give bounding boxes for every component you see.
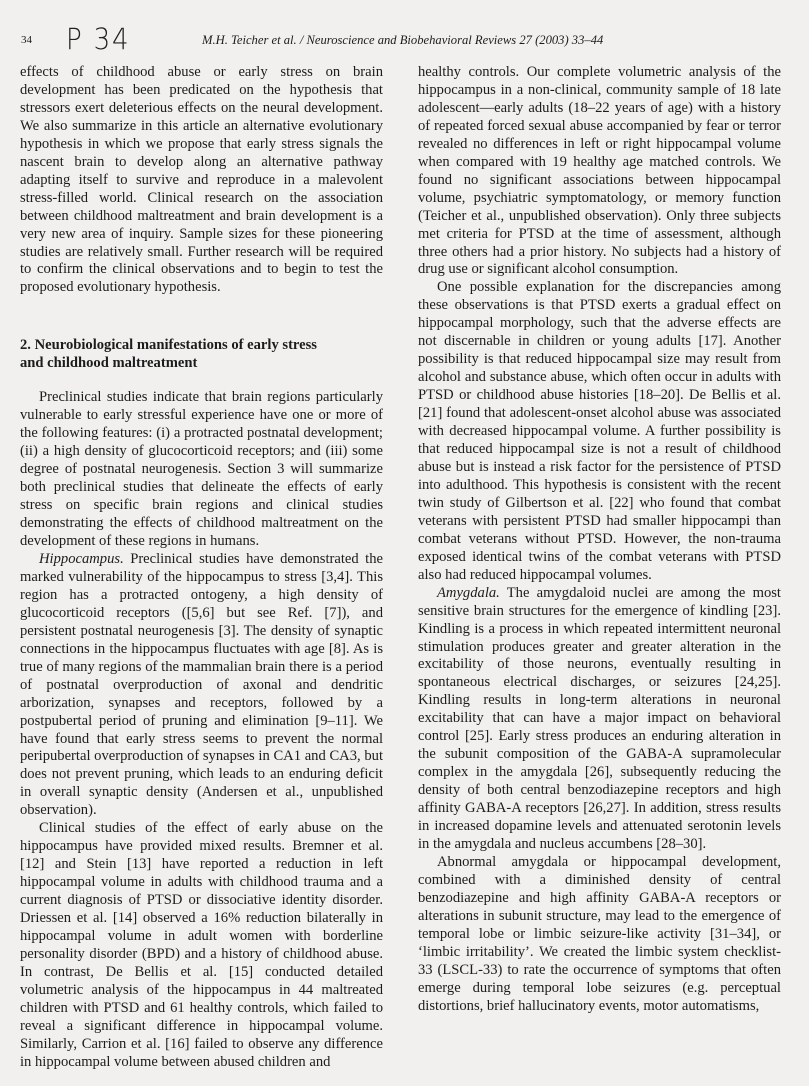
section-heading-line: 2. Neurobiological manifestations of early stress — [20, 337, 317, 354]
page-number: 34 — [21, 34, 32, 46]
paragraph: Preclinical studies indicate that brain regions particularly vulnerable to early stressful experience have one or more of the following features: (i) a protracted postnatal development; (ii) a high density of glucocorticoid receptors; and (iii) some degree of postnatal neurogenesis. Section 3 will summarize both preclinical studies that delineate the effects of early stress on specific brain regions and clinical studies demonstrating the effects of childhood maltreatment on the development of these regions in humans. — [20, 389, 383, 550]
paragraph: One possible explanation for the discrepancies among these observations is that PTSD exerts a gradual effect on hippocampal morphology, such that the adverse effects are not discernable in children or young adults [17]. Another possibility is that reduced hippocampal size may result from alcohol and substance abuse, which often occur in adults with PTSD or childhood abuse histories [18–20]. De Bellis et al. [21] found that adolescent-onset alcohol abuse was associated with decreased hippocampal volume. A further possibility is that reduced hippocampal size is not a result of childhood abuse but is instead a risk factor for the persistence of PTSD into adulthood. This hypothesis is consistent with the recent twin study of Gilbertson et al. [22] who found that combat veterans with persistent PTSD had smaller hippocampi than combat veterans without PTSD. However, the non-trauma exposed identical twins of the combat veterans with PTSD also had reduced hippocampal volumes. — [418, 279, 781, 583]
section-heading — [20, 336, 383, 372]
right-column — [418, 64, 781, 1016]
paragraph-text: Preclinical studies have demonstrated the marked vulnerability of the hippocampus to stress [3,4]. This region has a protracted ontogeny, a high density of glucocorticoid receptors ([5,6] but see Ref. [7]), and persistent postnatal neurogenesis [3]. The density of synaptic connections in the hippocampus fluctuates with age [8]. As is true of many regions of the mammalian brain there is a period of postnatal overproduction of axonal and dendritic arborization, synapses and receptors, followed by a postpubertal period of pruning and elimination [9–11]. We have found that early stress seems to prevent the normal peripubertal overproduction of synapses in CA1 and CA3, but does not prevent pruning, which leads to an enduring deficit in overall synaptic density (Andersen et al., unpublished observation). — [20, 550, 383, 819]
runin-heading: Amygdala. — [437, 584, 500, 601]
paragraph: Clinical studies of the effect of early abuse on the hippocampus have provided mixed results. Bremner et al. [12] and Stein [13] have reported a reduction in left hippocampal volume in adults with childhood trauma and a current diagnosis of PTSD or dissociative identity disorder. Driessen et al. [14] observed a 16% reduction bilaterally in hippocampal volume in adult women with borderline personality disorder (BPD) and a history of childhood abuse. In contrast, De Bellis et al. [15] conducted detailed volumetric analysis of the hippocampus in 44 maltreated children with PTSD and 61 healthy controls, which failed to reveal a significant difference in hippocampal volume. Similarly, Carrion et al. [16] failed to observe any difference in hippocampal volume between abused children and — [20, 820, 383, 1070]
paragraph-text: The amygdaloid nuclei are among the most sensitive brain structures for the emergence of kindling [23]. Kindling is a process in which repeated intermittent neuronal stimulation produces greater and greater alteration in the excitability of those neurons, eventually resulting in spontaneous electrical discharges, or seizures [24,25]. Kindling results in long-term alterations in neuronal excitability that can have a major impact on behavioral control [25]. Early stress produces an enduring alteration in the subunit composition of the GABA-A supramolecular complex in the amygdala [26], subsequently reducing the density of both central benzodiazepine receptors and high affinity GABA-A receptors [26,27]. In addition, stress results in increased dopamine levels and attenuated serotonin levels in the amygdala and nucleus accumbens [28–30]. — [418, 584, 781, 852]
page-header — [0, 22, 809, 58]
paragraph: Abnormal amygdala or hippocampal development, combined with a diminished density of central benzodiazepine and high affinity GABA-A receptors or alterations in subunit structure, may lead to the emergence of temporal lobe or limbic seizure-like activity [31–34], or ‘limbic irritability’. We created the limbic system checklist-33 (LSCL-33) to rate the occurrence of symptoms that often emerge during temporal lobe seizures (e.g. perceptual distortions, brief hallucinatory events, motor automatisms, — [418, 853, 781, 1014]
paragraph-amygdala — [418, 585, 781, 854]
running-head: M.H. Teicher et al. / Neuroscience and Biobehavioral Reviews 27 (2003) 33–44 — [202, 33, 604, 47]
paragraph-hippocampus — [20, 551, 383, 820]
section-heading-line: and childhood maltreatment — [20, 355, 198, 372]
handwritten-annotation: P 34 — [66, 22, 131, 56]
paragraph: effects of childhood abuse or early stress on brain development has been predicated on the hypothesis that stressors exert deleterious effects on the neural development. We also summarize in this article an alternative evolutionary hypothesis in which we propose that early stress signals the nascent brain to develop along an alternative pathway adapting itself to survive and reproduce in a malevolent stress-filled world. Clinical research on the association between childhood maltreatment and brain development is a very new area of inquiry. Sample sizes for these pioneering studies are relatively small. Further research will be required to confirm the clinical observations and to begin to test the proposed evolutionary hypothesis. — [20, 64, 383, 296]
runin-heading: Hippocampus. — [39, 550, 124, 567]
left-column — [20, 64, 383, 1072]
paragraph: healthy controls. Our complete volumetric analysis of the hippocampus in a non-clinical, community sample of 18 late adolescent—early adults (18–22 years of age) with a history of repeated forced sexual abuse accompanied by fear or terror revealed no differences in left or right hippocampal volume when compared with 19 healthy age matched controls. We found no significant associations between hippocampal volume, psychiatric symptomatology, or memory function (Teicher et al., unpublished observation). Only three subjects met criteria for PTSD at the time of assessment, although three others had a prior history. No subjects had a history of drug use or significant alcohol consumption. — [418, 64, 781, 278]
